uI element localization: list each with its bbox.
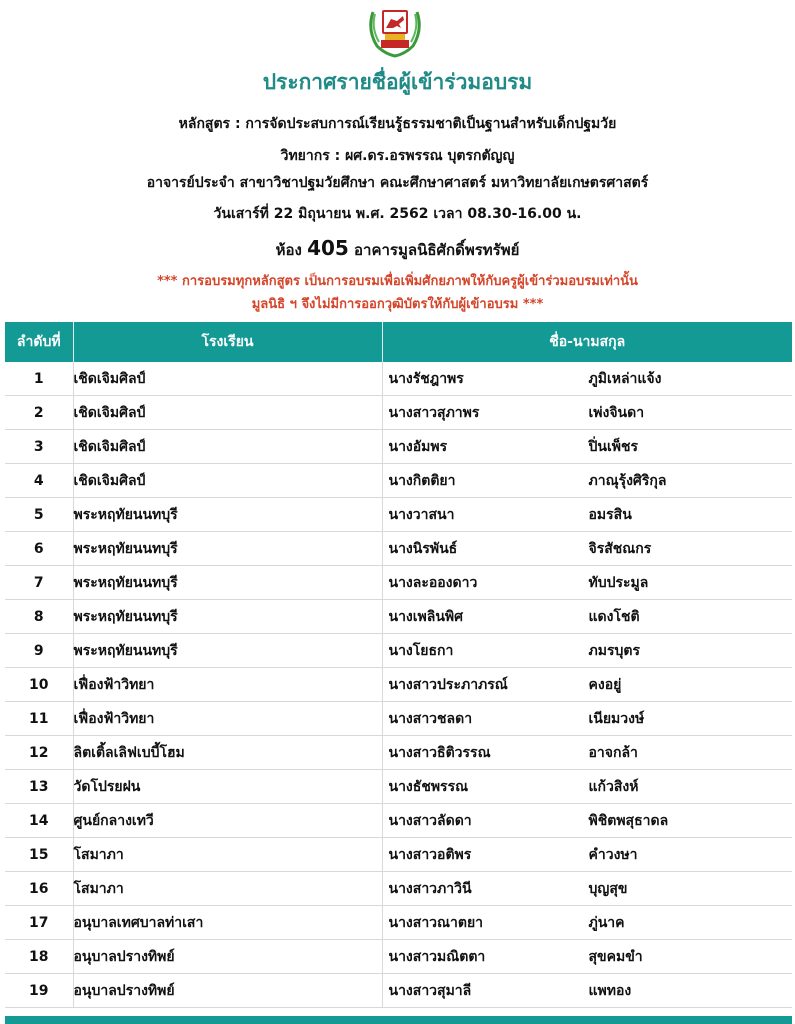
row-fullname	[382, 566, 792, 600]
row-surname: อมรสิน	[588, 506, 632, 523]
row-first-name: นางสาวภาวินี	[388, 880, 472, 897]
row-first-name: นางโยธกา	[388, 642, 454, 659]
row-school: โสมาภา	[73, 838, 382, 872]
row-fullname	[382, 532, 792, 566]
table-row	[5, 362, 792, 396]
table-row	[5, 702, 792, 736]
row-number: 1	[5, 362, 73, 396]
row-school: เชิดเจิมศิลป์	[73, 362, 382, 396]
row-surname: ภูมิเหล่าแจ้ง	[588, 370, 662, 387]
row-number: 15	[5, 838, 73, 872]
note-line-1: *** การอบรมทุกหลักสูตร เป็นการอบรมเพื่อเพิ่มศักยภาพให้กับครูผู้เข้าร่วมอบรมเท่านั้น	[157, 274, 638, 289]
row-fullname	[382, 770, 792, 804]
header-order: ลำดับที่	[5, 322, 73, 362]
row-first-name: นางรัชฎาพร	[388, 370, 464, 387]
row-school: ลิตเติ้ลเลิฟเบบี้โฮม	[73, 736, 382, 770]
row-fullname	[382, 430, 792, 464]
bottom-bar	[5, 1016, 792, 1024]
row-number: 17	[5, 906, 73, 940]
row-fullname	[382, 838, 792, 872]
row-school: เชิดเจิมศิลป์	[73, 396, 382, 430]
row-first-name: นางเพลินพิศ	[388, 608, 464, 625]
row-fullname	[382, 464, 792, 498]
row-fullname	[382, 736, 792, 770]
row-surname: เพ่งจินดา	[588, 404, 645, 421]
row-fullname	[382, 702, 792, 736]
row-school: เชิดเจิมศิลป์	[73, 464, 382, 498]
row-first-name: นางสาวมณิตตา	[388, 948, 486, 965]
row-fullname	[382, 498, 792, 532]
row-first-name: นางนิรพันธ์	[388, 540, 458, 557]
row-number: 18	[5, 940, 73, 974]
table-row	[5, 668, 792, 702]
row-surname: เนียมวงษ์	[588, 710, 645, 727]
row-fullname	[382, 804, 792, 838]
row-number: 14	[5, 804, 73, 838]
row-school: อนุบาลปรางทิพย์	[73, 974, 382, 1008]
table-row	[5, 430, 792, 464]
row-surname: แก้วสิงห์	[588, 778, 639, 795]
row-surname: บุญสุข	[588, 880, 628, 897]
note-line-2: มูลนิธิ ฯ จึงไม่มีการออกวุฒิบัตรให้กับผู้เข้าอบรม ***	[251, 297, 544, 312]
row-school: วัดโปรยฝน	[73, 770, 382, 804]
table-row	[5, 838, 792, 872]
row-first-name: นางสาวธิติวรรณ	[388, 744, 491, 761]
row-first-name: นางสาวณาตยา	[388, 914, 484, 931]
row-fullname	[382, 872, 792, 906]
row-fullname	[382, 600, 792, 634]
row-number: 6	[5, 532, 73, 566]
row-first-name: นางอัมพร	[388, 438, 448, 455]
table-row	[5, 770, 792, 804]
row-school: เฟื่องฟ้าวิทยา	[73, 668, 382, 702]
row-surname: คำวงษา	[588, 846, 638, 863]
row-school: เชิดเจิมศิลป์	[73, 430, 382, 464]
row-school: พระหฤทัยนนทบุรี	[73, 566, 382, 600]
row-surname: สุขคมขำ	[588, 948, 643, 965]
row-first-name: นางละอองดาว	[388, 574, 478, 591]
row-surname: ทับประมูล	[588, 574, 649, 591]
row-surname: แพทอง	[588, 982, 632, 999]
row-school: พระหฤทัยนนทบุรี	[73, 634, 382, 668]
row-first-name: นางสาวชลดา	[388, 710, 473, 727]
speaker-line: วิทยากร : ผศ.ดร.อรพรรณ บุตรกตัญญู	[280, 148, 515, 164]
row-first-name: นางสาวสุภาพร	[388, 404, 480, 421]
table-row	[5, 396, 792, 430]
room-number: 405	[307, 236, 349, 260]
table-row	[5, 940, 792, 974]
row-surname: คงอยู่	[588, 676, 622, 693]
table-row	[5, 566, 792, 600]
row-surname: แดงโชติ	[588, 608, 640, 625]
row-number: 4	[5, 464, 73, 498]
course-line: หลักสูตร : การจัดประสบการณ์เรียนรู้ธรรมชาติเป็นฐานสำหรับเด็กปฐมวัย	[178, 116, 617, 132]
row-school: ศูนย์กลางเทวี	[73, 804, 382, 838]
table-row	[5, 872, 792, 906]
table-row	[5, 532, 792, 566]
school-logo-icon	[363, 4, 427, 58]
table-row	[5, 600, 792, 634]
row-first-name: นางสาวประภาภรณ์	[388, 676, 508, 693]
table-row	[5, 498, 792, 532]
row-number: 5	[5, 498, 73, 532]
table-row	[5, 804, 792, 838]
row-number: 19	[5, 974, 73, 1008]
row-first-name: นางสาวสุมาลี	[388, 982, 472, 999]
row-school: พระหฤทัยนนทบุรี	[73, 532, 382, 566]
room-line	[0, 236, 795, 262]
row-fullname	[382, 974, 792, 1008]
table-row	[5, 736, 792, 770]
row-school: อนุบาลปรางทิพย์	[73, 940, 382, 974]
table-row	[5, 634, 792, 668]
row-school: โสมาภา	[73, 872, 382, 906]
row-number: 16	[5, 872, 73, 906]
row-number: 2	[5, 396, 73, 430]
row-number: 9	[5, 634, 73, 668]
row-surname: ภมรบุตร	[588, 642, 640, 659]
table-row	[5, 906, 792, 940]
row-number: 3	[5, 430, 73, 464]
row-number: 7	[5, 566, 73, 600]
row-surname: ภาณุรุ้งศิริกุล	[588, 472, 667, 489]
row-number: 12	[5, 736, 73, 770]
row-school: อนุบาลเทศบาลท่าเสา	[73, 906, 382, 940]
row-surname: จิรสัชณกร	[588, 540, 652, 557]
table-row	[5, 464, 792, 498]
row-fullname	[382, 396, 792, 430]
row-number: 8	[5, 600, 73, 634]
participants-table	[5, 322, 792, 1008]
row-school: เฟื่องฟ้าวิทยา	[73, 702, 382, 736]
row-fullname	[382, 668, 792, 702]
row-first-name: นางกิตติยา	[388, 472, 456, 489]
row-fullname	[382, 362, 792, 396]
row-first-name: นางวาสนา	[388, 506, 455, 523]
row-fullname	[382, 940, 792, 974]
row-number: 11	[5, 702, 73, 736]
row-surname: อาจกล้า	[588, 744, 638, 761]
row-fullname	[382, 634, 792, 668]
datetime-line: วันเสาร์ที่ 22 มิถุนายน พ.ศ. 2562 เวลา 08.30-16.00 น.	[213, 206, 582, 222]
row-first-name: นางสาวอติพร	[388, 846, 472, 863]
table-row	[5, 974, 792, 1008]
row-number: 10	[5, 668, 73, 702]
header-school: โรงเรียน	[73, 322, 382, 362]
row-school: พระหฤทัยนนทบุรี	[73, 498, 382, 532]
header-fullname: ชื่อ-นามสกุล	[382, 322, 792, 362]
row-number: 13	[5, 770, 73, 804]
row-first-name: นางสาวลัดดา	[388, 812, 472, 829]
row-surname: ปิ่นเพ็ชร	[588, 438, 638, 455]
affiliation-line: อาจารย์ประจำ สาขาวิชาปฐมวัยศึกษา คณะศึกษาศาสตร์ มหาวิทยาลัยเกษตรศาสตร์	[146, 175, 649, 191]
room-prefix: ห้อง	[275, 241, 302, 259]
row-surname: พิชิตพสุธาดล	[588, 812, 669, 829]
table-header-row	[5, 322, 792, 362]
page-title: ประกาศรายชื่อผู้เข้าร่วมอบรม	[262, 70, 533, 94]
room-building: อาคารมูลนิธิศักดิ์พรทรัพย์	[354, 241, 520, 259]
row-first-name: นางธัชพรรณ	[388, 778, 469, 795]
row-fullname	[382, 906, 792, 940]
row-surname: ภู่นาค	[588, 914, 625, 931]
row-school: พระหฤทัยนนทบุรี	[73, 600, 382, 634]
